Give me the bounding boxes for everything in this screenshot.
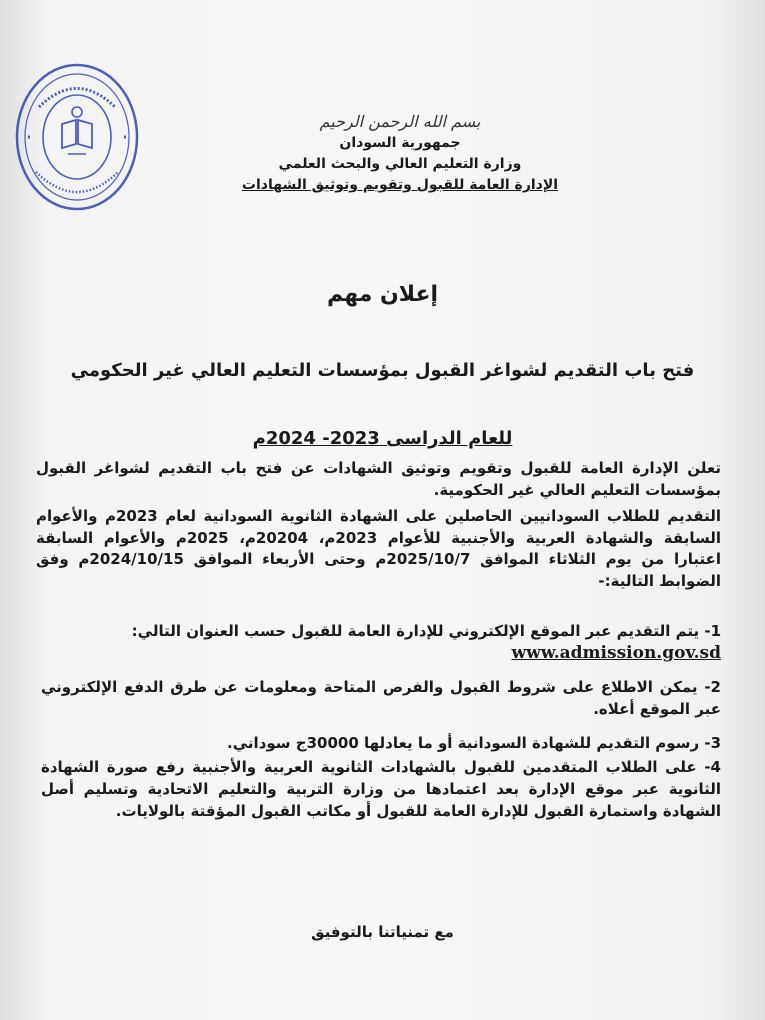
eligibility-paragraph: التقديم للطلاب السودانيين الحاصلين على الشهادة الثانوية السودانية لعام 2023م والأعوام السابقة والشهادة العربية والأجنبية للأعوام 2023م، 20204م، 2025م والأعوام السابقة اعتبارا من يوم الثلاثاء الموافق 2025/10/7م وحتى الأربعاء الموافق 2024/10/15م وفق الضوابط التالية:- (36, 507, 721, 590)
item-number: 4- (704, 758, 721, 776)
item-text: يتم التقديم عبر الموقع الإلكتروني للإدارة العامة للقبول حسب العنوان التالي: (131, 622, 700, 640)
intro-paragraph: تعلن الإدارة العامة للقبول وتقويم وتوثيق الشهادات عن فتح باب التقديم لشواغر القبول بمؤسسات التعليم العالي غير الحكومية. (36, 459, 721, 499)
admission-website-link[interactable]: www.admission.gov.sd (511, 643, 721, 663)
item-number: 2- (704, 678, 721, 696)
announcement-subject: فتح باب التقديم لشواغر القبول بمؤسسات التعليم العالي غير الحكومي (70, 360, 695, 381)
ministry-stamp (14, 62, 140, 212)
item-text: رسوم التقديم للشهادة السودانية أو ما يعادلها 30000ج سوداني. (227, 734, 700, 752)
list-item (41, 676, 721, 720)
ministry-name: وزارة التعليم العالي والبحث العلمي (278, 156, 522, 172)
basmala: بسم الله الرحمن الرحيم (319, 112, 481, 131)
list-item (41, 620, 721, 664)
item-text: على الطلاب المتقدمين للقبول بالشهادات الثانوية العربية والأجنبية رفع صورة الشهادة الثانوية عبر موقع الإدارة بعد اعتمادها من وزارة التربية والتعليم الاتحادية وتسليم أصل الشهادة واستمارة القبول للإدارة العامة للقبول أو مكاتب القبول المؤقتة بالولايات. (41, 758, 721, 820)
item-number: 1- (704, 622, 721, 640)
academic-year: للعام الدراسى 2023- 2024م (252, 428, 513, 449)
item-number: 3- (704, 734, 721, 752)
closing-line: مع تمنياتنا بالتوفيق (311, 923, 454, 941)
item-text: يمكن الاطلاع على شروط القبول والفرص المتاحة ومعلومات عن طرق الدفع الإلكتروني عبر الموقع أعلاه. (41, 678, 721, 718)
announcement-title: إعلان مهم (326, 282, 439, 307)
list-item (41, 732, 721, 754)
list-item (41, 756, 721, 822)
country-name: جمهورية السودان (339, 135, 461, 151)
department-name: الإدارة العامة للقبول وتقويم وتوثيق الشهادات (241, 177, 559, 193)
letterhead (200, 112, 600, 196)
